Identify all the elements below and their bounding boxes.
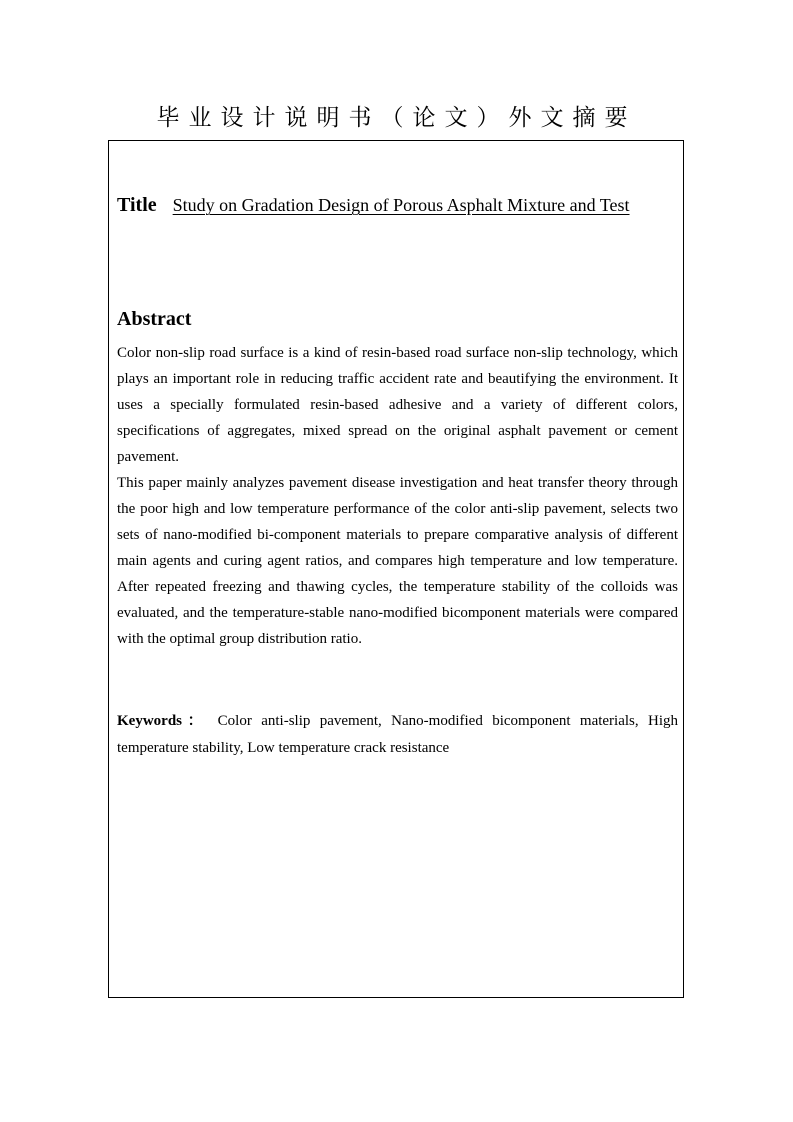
keywords-block <box>117 708 678 762</box>
title-label: Title <box>117 194 157 216</box>
abstract-paragraph-1: Color non-slip road surface is a kind of resin-based road surface non-slip technology, which plays an important role in reducing traffic accident rate and beautifying the environment. It uses a specially formulated resin-based adhesive and a variety of different colors, specifications of aggregates, mixed spread on the original asphalt pavement or cement pavement. <box>117 345 678 465</box>
abstract-heading: Abstract <box>117 308 192 330</box>
keywords-value: Color anti-slip pavement, Nano-modified bicomponent materials, High temperature stability, Low temperature crack resistance <box>117 713 679 756</box>
abstract-frame <box>108 140 684 998</box>
title-row <box>117 191 677 221</box>
title-value: Study on Gradation Design of Porous Asphalt Mixture and Test <box>172 195 630 215</box>
keywords-label: Keywords： <box>117 713 209 729</box>
abstract-body <box>117 340 678 652</box>
page-heading: 毕业设计说明书（论文）外文摘要 <box>156 105 637 131</box>
abstract-paragraph-2: This paper mainly analyzes pavement disease investigation and heat transfer theory through the poor high and low temperature performance of the color anti-slip pavement, selects two sets of nano-modified bi-component materials to prepare comparative analysis of different main agents and curing agent ratios, and compares high temperature and low temperature. After repeated freezing and thawing cycles, the temperature stability of the colloids was evaluated, and the temperature-stable nano-modified bicomponent materials were compared with the optimal group distribution ratio. <box>117 475 678 647</box>
